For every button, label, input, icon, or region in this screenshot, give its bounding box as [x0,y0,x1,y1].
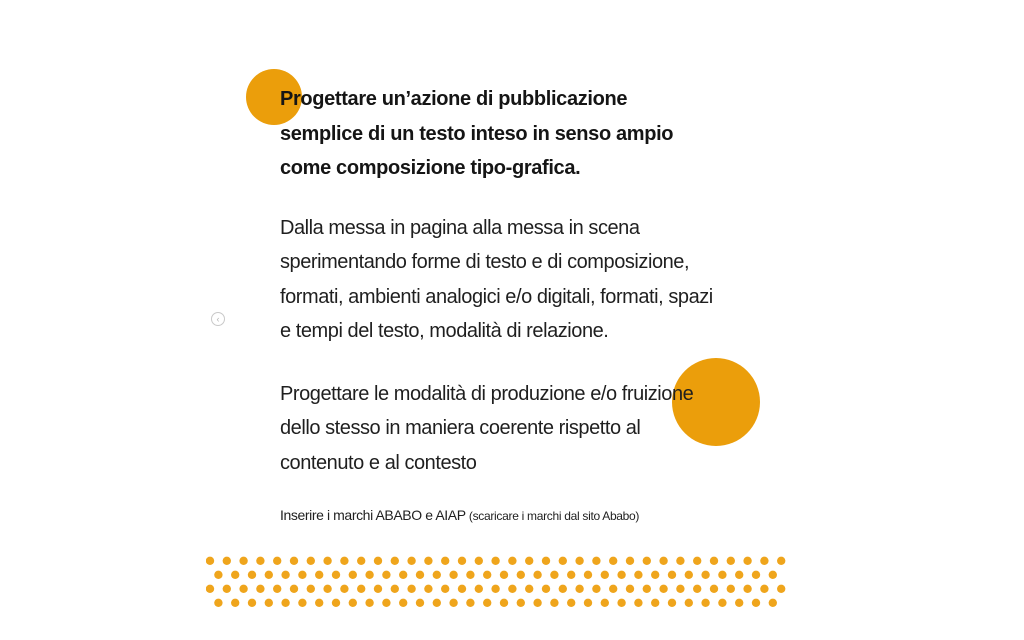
paragraph-line: Progettare le modalità di produzione e/o fruizione [280,382,694,405]
headline-line: come composizione tipo-grafica. [280,157,581,179]
logo-note [280,505,760,526]
paragraph-line: dello stesso in maniera coerente rispetto al [280,417,641,439]
paragraph-line: e tempi del testo, modalità di relazione. [280,320,609,342]
chevron-left-icon[interactable]: ‹ [211,312,225,326]
paragraph-production [280,377,760,481]
slide-content [280,82,760,526]
logo-note-main: Inserire i marchi ABABO e AIAP [280,507,466,523]
headline-line: semplice di un testo inteso in senso ampio [280,122,674,145]
headline-line: Progettare un’azione di pubblicazione [280,88,628,110]
headline [280,82,760,186]
paragraph-line: Dalla messa in pagina alla messa in scena [280,216,640,239]
dot-pattern [206,556,790,612]
paragraph-line: contenuto e al contesto [280,451,477,474]
paragraph-line: sperimentando forme di testo e di composizione, [280,251,690,273]
logo-note-parenthetical: (scaricare i marchi dal sito Ababo) [468,509,640,523]
paragraph-line: formati, ambienti analogici e/o digitali, formati, spazi [280,285,713,308]
paragraph-intro [280,211,760,349]
